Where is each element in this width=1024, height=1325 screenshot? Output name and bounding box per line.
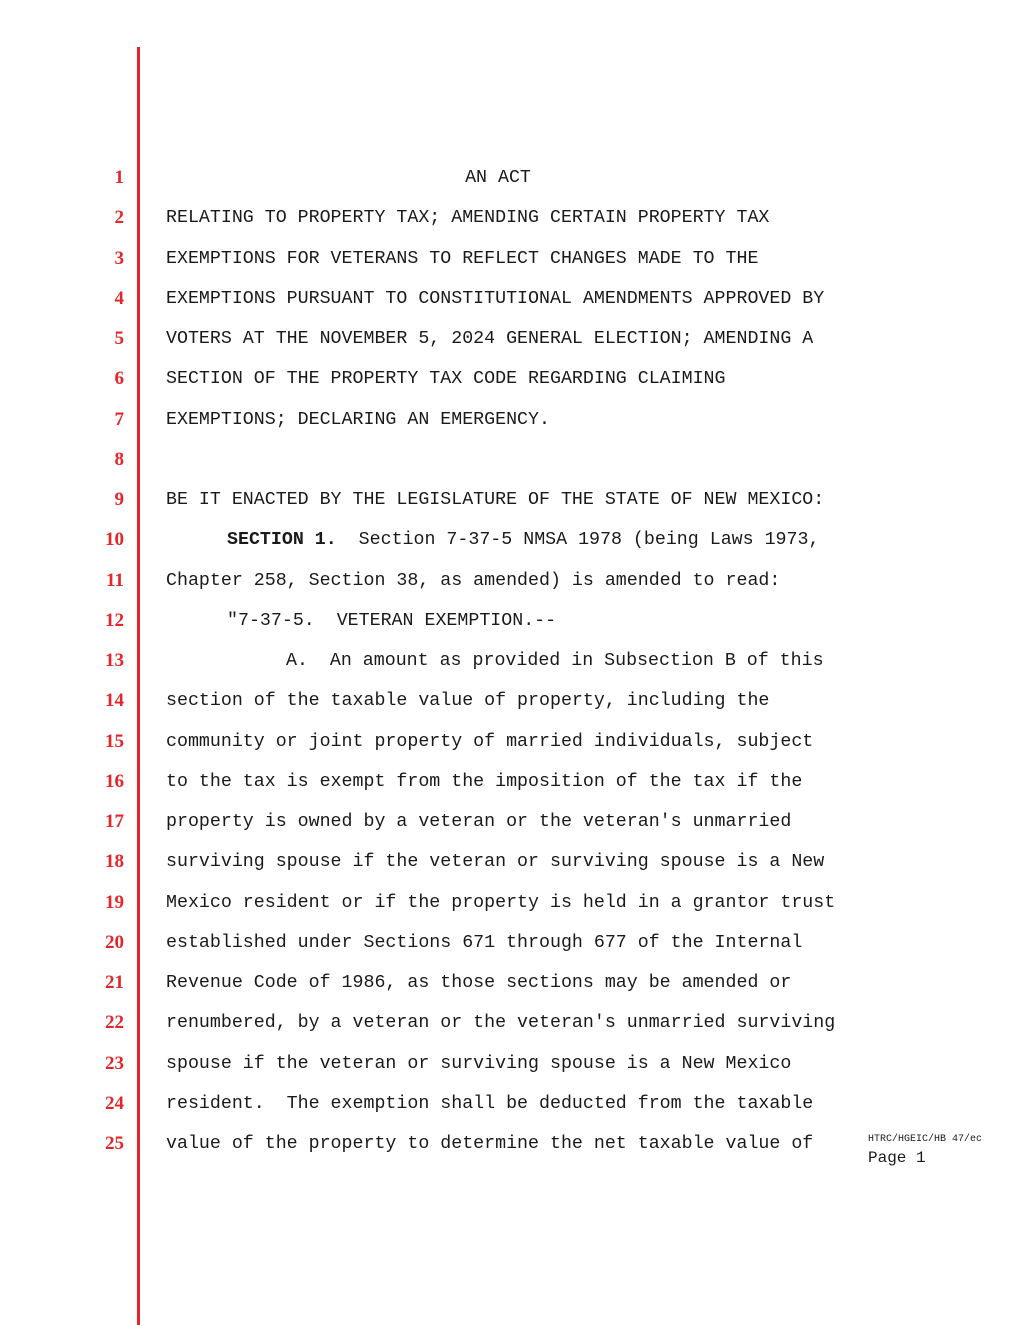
text-line: EXEMPTIONS PURSUANT TO CONSTITUTIONAL AMENDMENTS APPROVED BY [166, 288, 825, 309]
line-number: 3 [114, 247, 124, 269]
section-heading-text: Section 7-37-5 NMSA 1978 (being Laws 1973, [336, 530, 820, 551]
statute-heading: "7-37-5. VETERAN EXEMPTION.-- [227, 610, 557, 631]
line-number-column [90, 158, 124, 1164]
line-number: 5 [114, 328, 124, 349]
text-line: renumbered, by a veteran or the veteran's unmarried surviving [166, 1013, 836, 1034]
bill-text [166, 158, 856, 1164]
text-line: EXEMPTIONS; DECLARING AN EMERGENCY. [166, 409, 550, 430]
line-number: 21 [105, 972, 124, 993]
text-line: property is owned by a veteran or the veteran's unmarried [166, 812, 792, 832]
line-number: 7 [114, 408, 124, 430]
text-line: Mexico resident or if the property is held in a grantor trust [166, 892, 836, 913]
text-line: section of the taxable value of property, including the [166, 691, 770, 712]
enacting-clause: BE IT ENACTED BY THE LEGISLATURE OF THE STATE OF NEW MEXICO: [166, 490, 825, 510]
text-line: to the tax is exempt from the imposition of the tax if the [166, 771, 803, 792]
line-number: 4 [114, 287, 124, 309]
line-number: 8 [114, 448, 124, 470]
bill-code: HTRC/HGEIC/HB 47/ec [868, 1134, 983, 1145]
page-number: Page 1 [868, 1149, 926, 1167]
line-number: 12 [105, 609, 124, 631]
line-number: 23 [105, 1052, 124, 1074]
line-number: 1 [114, 167, 124, 188]
text-line: SECTION OF THE PROPERTY TAX CODE REGARDING CLAIMING [166, 369, 726, 390]
text-line: VOTERS AT THE NOVEMBER 5, 2024 GENERAL ELECTION; AMENDING A [166, 329, 814, 349]
line-number: 18 [105, 851, 124, 873]
line-number: 20 [105, 931, 124, 953]
line-number: 2 [114, 207, 124, 229]
text-line: community or joint property of married individuals, subject [166, 731, 814, 752]
subsection-a-start: A. An amount as provided in Subsection B of this [286, 651, 824, 671]
line-number: 14 [105, 690, 124, 712]
act-title: AN ACT [465, 168, 531, 188]
line-number: 15 [105, 730, 124, 752]
line-number: 19 [105, 891, 124, 913]
line-number: 24 [105, 1092, 124, 1114]
line-number: 11 [106, 569, 124, 591]
section-heading-line [166, 520, 856, 560]
text-line: value of the property to determine the net taxable value of [166, 1134, 814, 1154]
text-line: Revenue Code of 1986, as those sections may be amended or [166, 973, 792, 993]
text-line: established under Sections 671 through 677 of the Internal [166, 932, 803, 953]
blank-line [166, 440, 856, 480]
text-line: EXEMPTIONS FOR VETERANS TO REFLECT CHANGES MADE TO THE [166, 248, 759, 269]
line-number: 16 [105, 770, 124, 792]
text-line: spouse if the veteran or surviving spouse is a New Mexico [166, 1053, 792, 1074]
line-number: 25 [105, 1133, 124, 1154]
line-number: 10 [105, 529, 124, 551]
section-label: SECTION 1. [227, 530, 337, 551]
line-number: 17 [105, 811, 124, 832]
line-number: 9 [114, 489, 124, 510]
line-number: 6 [114, 368, 124, 390]
text-line: surviving spouse if the veteran or surviving spouse is a New [166, 852, 825, 873]
left-margin-rule [137, 47, 140, 1325]
line-number: 22 [105, 1012, 124, 1034]
line-number: 13 [105, 650, 124, 671]
text-line: RELATING TO PROPERTY TAX; AMENDING CERTAIN PROPERTY TAX [166, 208, 770, 229]
text-line: resident. The exemption shall be deducted from the taxable [166, 1093, 814, 1114]
text-line: Chapter 258, Section 38, as amended) is amended to read: [166, 570, 781, 591]
